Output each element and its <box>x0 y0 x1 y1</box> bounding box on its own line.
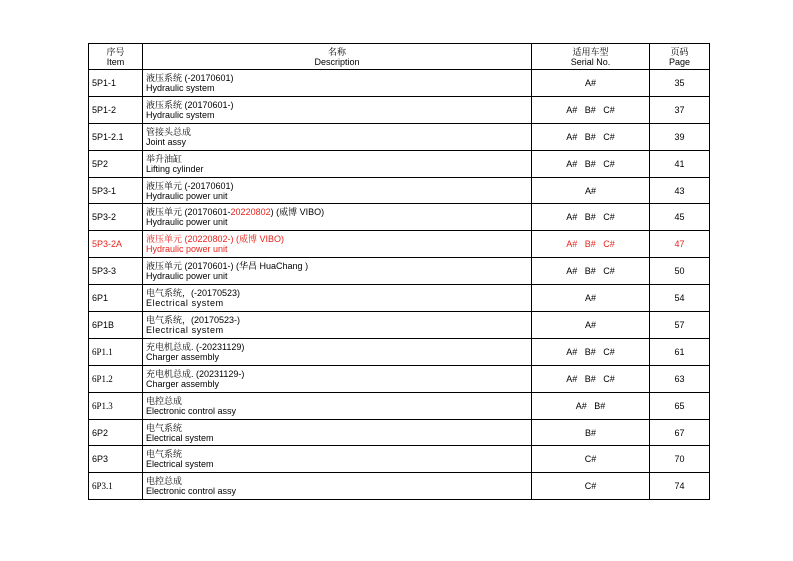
item-cell: 5P1-2 <box>89 96 143 123</box>
page-cell: 70 <box>650 446 710 473</box>
description-cn-text: 液压单元 (20220802-) (威博 VIBO) <box>146 234 285 245</box>
serial-cell: A# <box>532 177 650 204</box>
table-row <box>89 123 710 150</box>
description-en: Charger assembly <box>146 378 220 389</box>
description-column-header <box>143 44 532 70</box>
description-en: Electrical system <box>146 432 214 443</box>
description-cell <box>143 70 532 97</box>
page-cell: 57 <box>650 312 710 339</box>
page-cell: 43 <box>650 177 710 204</box>
page-cell: 67 <box>650 419 710 446</box>
serial-cell: A# B# C# <box>532 204 650 231</box>
table-row <box>89 177 710 204</box>
page-cell: 45 <box>650 204 710 231</box>
item-header-cn: 序号 <box>106 46 125 57</box>
description-cell <box>143 473 532 500</box>
description-en: Hydraulic power unit <box>146 190 228 201</box>
serial-cell: A# B# C# <box>532 365 650 392</box>
page-column-header <box>650 44 710 70</box>
table-row <box>89 446 710 473</box>
page-cell: 63 <box>650 365 710 392</box>
description-cell <box>143 150 532 177</box>
item-cell: 5P3-2A <box>89 231 143 258</box>
description-cn <box>146 449 528 459</box>
item-cell: 5P3-1 <box>89 177 143 204</box>
description-cn <box>146 234 528 244</box>
description-cn-text: 电气系统 <box>146 422 183 433</box>
description-cell <box>143 419 532 446</box>
table-row <box>89 231 710 258</box>
table-row <box>89 473 710 500</box>
description-cn <box>146 100 528 110</box>
item-cell: 6P3 <box>89 446 143 473</box>
page-header-en: Page <box>668 56 691 67</box>
item-cell: 6P1B <box>89 312 143 339</box>
description-cell <box>143 177 532 204</box>
description-cn-tail: ) (威博 VIBO) <box>270 207 325 218</box>
table-row <box>89 204 710 231</box>
serial-cell: B# <box>532 419 650 446</box>
description-cn <box>146 369 528 379</box>
serial-cell: C# <box>532 446 650 473</box>
item-cell: 5P2 <box>89 150 143 177</box>
description-en: Electrical system <box>146 459 214 470</box>
description-en: Electronic control assy <box>146 405 237 416</box>
item-column-header <box>89 44 143 70</box>
description-en: Joint assy <box>146 136 187 147</box>
serial-cell: A# B# C# <box>532 150 650 177</box>
description-en: Hydraulic power unit <box>146 217 228 228</box>
page-cell: 65 <box>650 392 710 419</box>
table-row <box>89 150 710 177</box>
serial-header-en: Serial No. <box>570 56 611 67</box>
table-row <box>89 285 710 312</box>
description-cn <box>146 342 528 352</box>
item-cell: 5P1-2.1 <box>89 123 143 150</box>
serial-cell: A# B# C# <box>532 258 650 285</box>
description-cell <box>143 258 532 285</box>
item-cell: 6P1 <box>89 285 143 312</box>
description-cn <box>146 315 528 325</box>
serial-cell: A# B# C# <box>532 123 650 150</box>
item-cell: 6P1.1 <box>89 338 143 365</box>
table-row <box>89 365 710 392</box>
description-cell <box>143 96 532 123</box>
description-cn-text: 电气系统，(-20170523) <box>146 288 241 299</box>
item-cell: 5P1-1 <box>89 70 143 97</box>
description-cn <box>146 261 528 271</box>
description-cell <box>143 338 532 365</box>
item-header-en: Item <box>106 56 125 67</box>
description-en: Hydraulic system <box>146 109 215 120</box>
table-row <box>89 96 710 123</box>
parts-index-table <box>88 43 710 500</box>
page-cell: 74 <box>650 473 710 500</box>
table-row <box>89 70 710 97</box>
description-cn-text: 举升油缸 <box>146 153 183 164</box>
description-cn-text: 管接头总成 <box>146 126 192 137</box>
serial-cell: A# B# C# <box>532 338 650 365</box>
description-cn-text: 液压单元 (20170601-) (华昌 HuaChang ) <box>146 261 309 272</box>
description-en: Electrical system <box>146 324 224 335</box>
description-cn <box>146 396 528 406</box>
page-cell: 47 <box>650 231 710 258</box>
table-row <box>89 392 710 419</box>
description-cn <box>146 423 528 433</box>
description-cn <box>146 73 528 83</box>
description-cn <box>146 207 528 217</box>
description-cn-highlight: 20220802 <box>230 207 271 218</box>
item-cell: 6P2 <box>89 419 143 446</box>
description-cn-text: 液压系统 (20170601-) <box>146 99 234 110</box>
table-row <box>89 338 710 365</box>
description-cn-text: 充电机总成. (20231129-) <box>146 368 245 379</box>
description-cn-text: 液压单元 (-20170601) <box>146 180 234 191</box>
item-cell: 5P3-3 <box>89 258 143 285</box>
description-en: Charger assembly <box>146 351 220 362</box>
description-cell <box>143 231 532 258</box>
page-cell: 50 <box>650 258 710 285</box>
description-cell <box>143 204 532 231</box>
table-header-row <box>89 44 710 70</box>
serial-cell: A# <box>532 70 650 97</box>
table-row <box>89 312 710 339</box>
description-cn <box>146 127 528 137</box>
page-cell: 41 <box>650 150 710 177</box>
serial-column-header <box>532 44 650 70</box>
description-cell <box>143 312 532 339</box>
description-en: Hydraulic power unit <box>146 271 228 282</box>
description-cn-text: 液压系统 (-20170601) <box>146 72 234 83</box>
description-cell <box>143 392 532 419</box>
serial-cell: A# B# <box>532 392 650 419</box>
serial-cell: C# <box>532 473 650 500</box>
item-cell: 6P1.3 <box>89 392 143 419</box>
item-cell: 6P1.2 <box>89 365 143 392</box>
page-cell: 35 <box>650 70 710 97</box>
description-en: Lifting cylinder <box>146 163 204 174</box>
description-cn-text: 电控总成 <box>146 395 183 406</box>
item-cell: 5P3-2 <box>89 204 143 231</box>
serial-cell: A# <box>532 285 650 312</box>
description-cn <box>146 181 528 191</box>
description-cell <box>143 285 532 312</box>
serial-cell: A# B# C# <box>532 231 650 258</box>
description-cell <box>143 123 532 150</box>
item-cell: 6P3.1 <box>89 473 143 500</box>
description-header-en: Description <box>314 56 360 67</box>
page-cell: 39 <box>650 123 710 150</box>
description-cn-text: 充电机总成. (-20231129) <box>146 341 245 352</box>
serial-cell: A# <box>532 312 650 339</box>
description-en: Hydraulic system <box>146 82 215 93</box>
description-cn-text: 电气系统，(20170523-) <box>146 314 241 325</box>
page-cell: 37 <box>650 96 710 123</box>
description-en: Hydraulic power unit <box>146 244 228 255</box>
description-cn-text: 电控总成 <box>146 476 183 487</box>
table-row <box>89 258 710 285</box>
description-en: Electronic control assy <box>146 486 237 497</box>
description-cn-text: 液压单元 (20170601- <box>146 207 231 218</box>
table-row <box>89 419 710 446</box>
description-cn <box>146 476 528 486</box>
description-cn <box>146 288 528 298</box>
table-body <box>89 70 710 500</box>
serial-header-cn: 适用车型 <box>572 46 609 57</box>
description-en: Electrical system <box>146 298 224 309</box>
page-header-cn: 页码 <box>670 46 689 57</box>
description-cell <box>143 446 532 473</box>
description-header-cn: 名称 <box>327 46 346 57</box>
page-cell: 54 <box>650 285 710 312</box>
description-cn <box>146 154 528 164</box>
serial-cell: A# B# C# <box>532 96 650 123</box>
page-cell: 61 <box>650 338 710 365</box>
description-cn-text: 电气系统 <box>146 449 183 460</box>
description-cell <box>143 365 532 392</box>
